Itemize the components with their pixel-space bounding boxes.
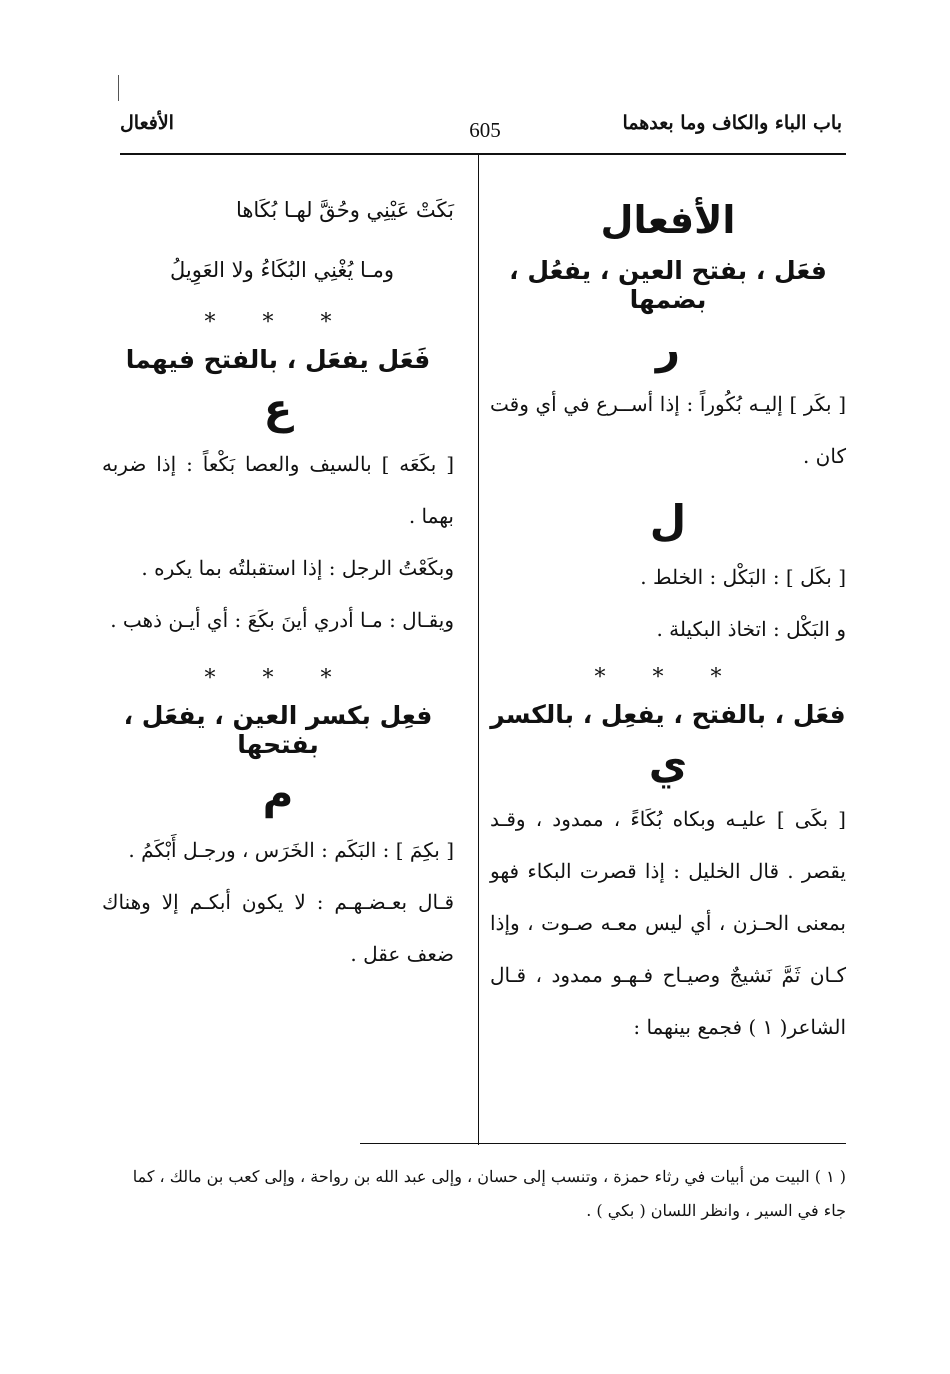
letter-heading-l: ل [649,496,687,546]
separator-stars: * * * [594,664,742,690]
margin-mark [118,75,119,101]
entry-bakim-1: [ بكِمَ ] : البَكَم : الخَرَس ، ورجـل أَبْكَمُ . [128,837,454,862]
left-column [102,180,454,980]
header-rule [120,153,846,155]
letter-heading-m: م [262,769,294,819]
separator-stars: * * * [204,666,352,692]
column-divider [478,155,479,1145]
section-title-3: فَعَل يفعَل ، بالفتح فيهما [125,345,431,374]
section-title-2: فعَل ، بالفتح ، يفعِل ، بالكسر [490,699,846,729]
entry-bakaa-2: وبكَعْتُ الرجل : إذا استقبلتُه بما يكره . [141,556,454,581]
verse-line-2: ومـا يُغْنِي البُكَاءُ ولا العَوِيلُ [170,258,394,282]
right-column [490,180,846,1053]
entry-bakar: [ بكَر ] إليـه بُكُوراً : إذا أســرع في أي وقت كان . [490,392,846,469]
entry-bakl-1: [ بكَل ] : البَكْل : الخلط . [640,564,846,589]
footnote-rule [360,1143,846,1144]
verse-line-1: بَكَتْ عَيْنِي وحُقَّ لهـا بُكَاها [235,198,454,222]
entry-bakim-2: قـال بعـضـهـم : لا يكون أبكـم إلا وهناك ضعف عقل . [102,889,454,966]
section-title-4: فعِل بكسر العين ، يفعَل ، بفتحها [123,701,433,760]
entry-bakaa-3: ويقـال : مـا أدري أينَ بكَعَ : أي أيـن ذهب . [110,608,454,633]
letter-heading-y: ي [648,738,688,788]
section-header: الأفعال [120,112,174,134]
letter-heading-ain: ع [263,384,293,433]
footnote: ( ١ ) البيت من أبيات في رثاء حمزة ، وتنسب إلى حسان ، وإلى عبد الله بن رواحة ، وإلى كعب بن مالك ، كما جاء في السير ، وانظر اللسان ( بكي ) . [132,1167,846,1220]
main-title: الأفعال [600,198,736,242]
separator-stars: * * * [204,310,352,335]
letter-heading-r: ر [655,324,681,373]
section-title-1: فعَل ، بفتح العين ، يفعُل ، بضمها [509,256,827,314]
entry-bakaa-1: [ بكَعَه ] بالسيف والعصا بَكْعاً : إذا ضربه بهما . [102,452,454,529]
entry-baka: [ بكَى ] عليـه وبكاه بُكَاءً ، ممدود ، وقـد يقصر . قال الخليل : إذا قصرت البكاء فهو بمعنى الحـزن ، أي ليس معـه صـوت ، وإذا كـان ثَمَّ نَشيجٌ وصيـاح فـهـو ممدود ، قـال الشاعر( ١ ) فجمع بينهما : [490,807,846,1040]
page-number: 605 [469,118,501,142]
entry-bakl-2: و البَكْل : اتخاذ البكيلة . [656,616,846,641]
chapter-header: باب الباء والكاف وما بعدهما [622,112,842,134]
